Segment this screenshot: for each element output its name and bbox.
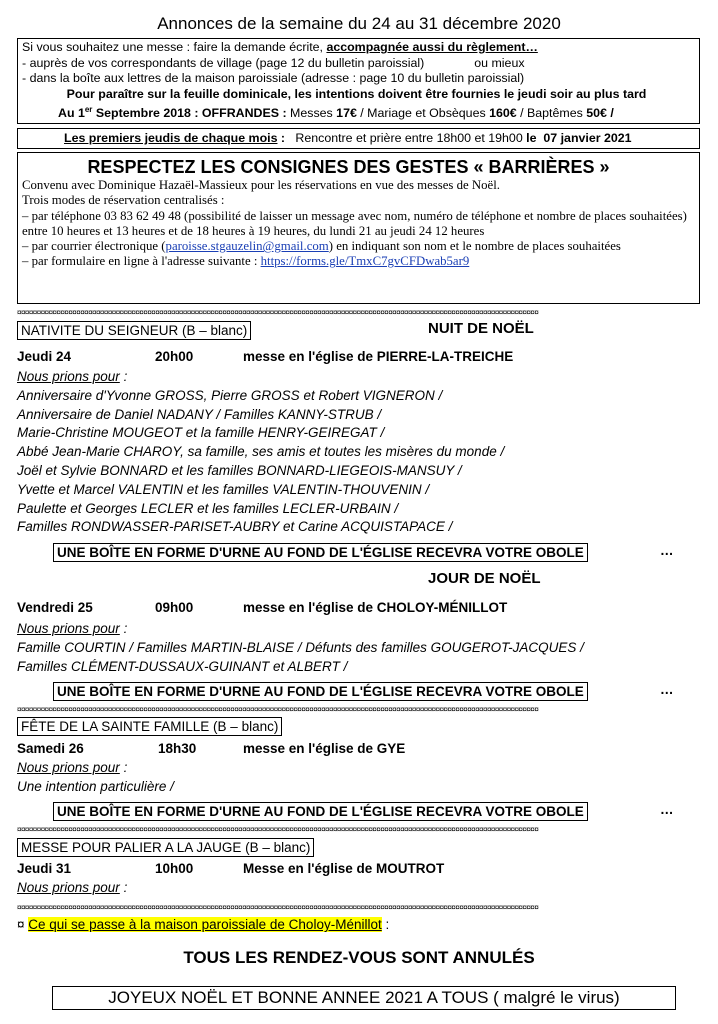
nous-prions-pour xyxy=(17,620,584,639)
joyeux-noel-box: JOYEUX NOËL ET BONNE ANNEE 2021 A TOUS ( malgré le virus) xyxy=(52,986,676,1010)
intention-item: Famille COURTIN / Familles MARTIN-BLAISE / Défunts des familles GOUGEROT-JACQUES / xyxy=(17,639,584,655)
mass-time: 20h00 xyxy=(155,349,194,364)
nuit-de-noel-heading: NUIT DE NOËL xyxy=(428,320,534,337)
nous-prions-pour xyxy=(17,368,504,387)
urne-notice: UNE BOÎTE EN FORME D'URNE AU FOND DE L'ÉGLISE RECEVRA VOTRE OBOLE xyxy=(53,802,588,821)
mass-time: 10h00 xyxy=(155,861,194,876)
bullet-icon: ¤ xyxy=(17,917,25,932)
consignes-email-text-2: ) en indiquant son nom et le nombre de places souhaitées xyxy=(328,239,621,254)
consignes-form xyxy=(22,254,695,269)
intention-item: Une intention particulière / xyxy=(17,778,174,794)
page-title: Annonces de la semaine du 24 au 31 décembre 2020 xyxy=(157,14,561,33)
intention-item: Abbé Jean-Marie CHAROY, sa famille, ses amis et toutes les misères du monde / xyxy=(17,444,505,460)
mass-place: messe en l'église de CHOLOY-MÉNILLOT xyxy=(243,600,508,615)
intentions-list xyxy=(17,759,174,797)
intentions-list xyxy=(17,879,127,898)
maison-paroissiale-colon: : xyxy=(381,917,390,932)
nativite-label: NATIVITE DU SEIGNEUR (B – blanc) xyxy=(17,321,251,340)
nous-prions-pour-label: Nous prions pour xyxy=(17,369,120,384)
intention-item: Paulette et Georges LECLER et les familles LECLER-URBAIN / xyxy=(17,500,399,516)
mass-place: messe en l'église de GYE xyxy=(243,741,406,756)
info-line-2-text: - auprès de vos correspondants de village (page 12 du bulletin paroissial) xyxy=(22,55,425,70)
separator: ¤¤¤¤¤¤¤¤¤¤¤¤¤¤¤¤¤¤¤¤¤¤¤¤¤¤¤¤¤¤¤¤¤¤¤¤¤¤¤¤¤¤¤¤¤¤¤¤¤¤¤¤¤¤¤¤¤¤¤¤¤¤¤¤¤¤¤¤¤¤¤¤¤¤¤¤¤¤¤¤¤¤¤¤¤¤¤¤¤¤¤¤¤¤¤¤¤¤¤¤¤¤¤¤¤¤¤¤¤¤¤¤¤¤¤¤¤¤¤¤¤¤¤¤¤¤¤¤¤¤¤¤ xyxy=(17,310,539,316)
info-line-4: Pour paraître sur la feuille dominicale, les intentions doivent être fournies le jeudi soir au plus tard xyxy=(66,86,647,101)
intention-item: Yvette et Marcel VALENTIN et les familles VALENTIN-THOUVENIN / xyxy=(17,481,430,497)
mass-place: Messe en l'église de MOUTROT xyxy=(243,861,445,876)
info-line-1 xyxy=(22,40,699,56)
mass-day: Jeudi 24 xyxy=(17,349,72,364)
annules-heading: TOUS LES RENDEZ-VOUS SONT ANNULÉS xyxy=(183,948,535,967)
nous-prions-pour-colon: : xyxy=(119,760,128,775)
premiers-jeudis-box xyxy=(17,128,700,149)
premiers-jeudis-text: Rencontre et prière entre 18h00 et 19h00 xyxy=(295,131,527,145)
mass-day: Samedi 26 xyxy=(17,741,84,756)
offrandes-bapteme-label: / Baptêmes xyxy=(516,106,587,121)
urne-ellipsis: … xyxy=(660,802,674,817)
premiers-jeudis-label: Les premiers jeudis de chaque mois xyxy=(64,131,278,145)
palier-jauge-label: MESSE POUR PALIER A LA JAUGE (B – blanc) xyxy=(17,838,314,857)
nous-prions-pour-label: Nous prions pour xyxy=(17,760,120,775)
info-line-1-emphasis: accompagnée aussi du règlement… xyxy=(326,40,538,54)
consignes-p1: Convenu avec Dominique Hazaël-Massieux pour les réservations en vue des messes de Noël. xyxy=(22,178,500,192)
offrandes-bapteme-price: 50€ xyxy=(586,106,607,121)
nous-prions-pour-colon: : xyxy=(119,369,128,384)
nous-prions-pour-label: Nous prions pour xyxy=(17,880,120,895)
info-line-3: - dans la boîte aux lettres de la maison paroissiale (adresse : page 10 du bulletin paroissial) xyxy=(22,71,525,85)
consignes-box xyxy=(17,152,700,304)
consignes-body xyxy=(22,178,695,270)
consignes-form-text: – par formulaire en ligne à l'adresse suivante : xyxy=(22,254,261,269)
urne-ellipsis: … xyxy=(660,682,674,697)
urne-notice: UNE BOÎTE EN FORME D'URNE AU FOND DE L'ÉGLISE RECEVRA VOTRE OBOLE xyxy=(53,543,588,562)
premiers-jeudis-date: 07 janvier 2021 xyxy=(543,131,632,145)
consignes-p2: Trois modes de réservation centralisés : xyxy=(22,193,225,208)
email-link[interactable]: paroisse.stgauzelin@gmail.com xyxy=(165,239,329,254)
mass-place: messe en l'église de PIERRE-LA-TREICHE xyxy=(243,349,514,364)
offrandes-au: Au 1 xyxy=(58,106,85,121)
intention-item: Joël et Sylvie BONNARD et les familles BONNARD-LIEGEOIS-MANSUY / xyxy=(17,462,462,478)
mass-day: Vendredi 25 xyxy=(17,600,93,615)
form-link[interactable]: https://forms.gle/TmxC7gvCFDwab5ar9 xyxy=(260,254,470,269)
maison-paroissiale-text: Ce qui se passe à la maison paroissiale de Choloy-Ménillot xyxy=(28,917,382,932)
urne-notice: UNE BOÎTE EN FORME D'URNE AU FOND DE L'ÉGLISE RECEVRA VOTRE OBOLE xyxy=(53,682,588,701)
separator: ¤¤¤¤¤¤¤¤¤¤¤¤¤¤¤¤¤¤¤¤¤¤¤¤¤¤¤¤¤¤¤¤¤¤¤¤¤¤¤¤¤¤¤¤¤¤¤¤¤¤¤¤¤¤¤¤¤¤¤¤¤¤¤¤¤¤¤¤¤¤¤¤¤¤¤¤¤¤¤¤¤¤¤¤¤¤¤¤¤¤¤¤¤¤¤¤¤¤¤¤¤¤¤¤¤¤¤¤¤¤¤¤¤¤¤¤¤¤¤¤¤¤¤¤¤¤¤¤¤¤¤¤ xyxy=(17,707,539,713)
mass-time: 18h30 xyxy=(158,741,197,756)
nous-prions-pour-colon: : xyxy=(119,880,128,895)
offrandes-mariage-label: / Mariage et Obsèques xyxy=(356,106,490,121)
info-line-2-ou-mieux: ou mieux xyxy=(474,55,525,70)
consignes-title: RESPECTEZ LES CONSIGNES DES GESTES « BARRIÈRES » xyxy=(87,157,610,177)
intention-item: Marie-Christine MOUGEOT et la famille HENRY-GEIREGAT / xyxy=(17,425,385,441)
nous-prions-pour xyxy=(17,879,127,898)
offrandes-slash: / xyxy=(606,106,614,121)
nous-prions-pour xyxy=(17,759,174,778)
urne-ellipsis: … xyxy=(660,543,674,558)
consignes-email-text: – par courrier électronique ( xyxy=(22,239,166,254)
separator: ¤¤¤¤¤¤¤¤¤¤¤¤¤¤¤¤¤¤¤¤¤¤¤¤¤¤¤¤¤¤¤¤¤¤¤¤¤¤¤¤¤¤¤¤¤¤¤¤¤¤¤¤¤¤¤¤¤¤¤¤¤¤¤¤¤¤¤¤¤¤¤¤¤¤¤¤¤¤¤¤¤¤¤¤¤¤¤¤¤¤¤¤¤¤¤¤¤¤¤¤¤¤¤¤¤¤¤¤¤¤¤¤¤¤¤¤¤¤¤¤¤¤¤¤¤¤¤¤¤¤¤¤ xyxy=(17,827,539,833)
intentions-list xyxy=(17,620,584,676)
separator: ¤¤¤¤¤¤¤¤¤¤¤¤¤¤¤¤¤¤¤¤¤¤¤¤¤¤¤¤¤¤¤¤¤¤¤¤¤¤¤¤¤¤¤¤¤¤¤¤¤¤¤¤¤¤¤¤¤¤¤¤¤¤¤¤¤¤¤¤¤¤¤¤¤¤¤¤¤¤¤¤¤¤¤¤¤¤¤¤¤¤¤¤¤¤¤¤¤¤¤¤¤¤¤¤¤¤¤¤¤¤¤¤¤¤¤¤¤¤¤¤¤¤¤¤¤¤¤¤¤¤¤¤ xyxy=(17,905,539,911)
offrandes-label: Septembre 2018 : OFFRANDES : xyxy=(92,106,291,121)
info-line-2 xyxy=(22,56,699,72)
intention-item: Anniversaire de Daniel NADANY / Familles KANNY-STRUB / xyxy=(17,406,382,422)
intention-item: Familles RONDWASSER-PARISET-AUBRY et Carine ACQUISTAPACE / xyxy=(17,519,453,535)
info-line-1-text: Si vous souhaitez une messe : faire la demande écrite, xyxy=(22,40,327,54)
nous-prions-pour-colon: : xyxy=(119,621,128,636)
premiers-jeudis-colon: : xyxy=(277,131,289,145)
mass-day: Jeudi 31 xyxy=(17,861,72,876)
info-line-offrandes xyxy=(58,102,699,122)
offrandes-mariage-price: 160€ xyxy=(489,106,517,121)
nous-prions-pour-label: Nous prions pour xyxy=(17,621,120,636)
offrandes-messes-price: 17€ xyxy=(336,106,357,121)
premiers-jeudis-le: le xyxy=(526,131,537,145)
intentions-list xyxy=(17,368,504,537)
consignes-email xyxy=(22,239,695,254)
maison-paroissiale-line xyxy=(17,917,389,932)
offrandes-messes-label: Messes xyxy=(290,106,337,121)
mass-time: 09h00 xyxy=(155,600,194,615)
jour-de-noel-heading: JOUR DE NOËL xyxy=(428,570,541,587)
mass-request-info-box xyxy=(17,38,700,124)
consignes-phone: – par téléphone 03 83 62 49 48 (possibilité de laisser un message avec nom, numéro de téléphone et nombre de places souhaitées) entre 10 heures et 13 heures et de 18 heures à 19 heures, du lundi 21 au jeudi 24 12 heures xyxy=(22,208,687,238)
sainte-famille-label: FÊTE DE LA SAINTE FAMILLE (B – blanc) xyxy=(17,717,282,736)
intention-item: Anniversaire d'Yvonne GROSS, Pierre GROSS et Robert VIGNERON / xyxy=(17,387,443,403)
offrandes-sup: er xyxy=(84,105,93,114)
intention-item: Familles CLÉMENT-DUSSAUX-GUINANT et ALBERT / xyxy=(17,658,348,674)
